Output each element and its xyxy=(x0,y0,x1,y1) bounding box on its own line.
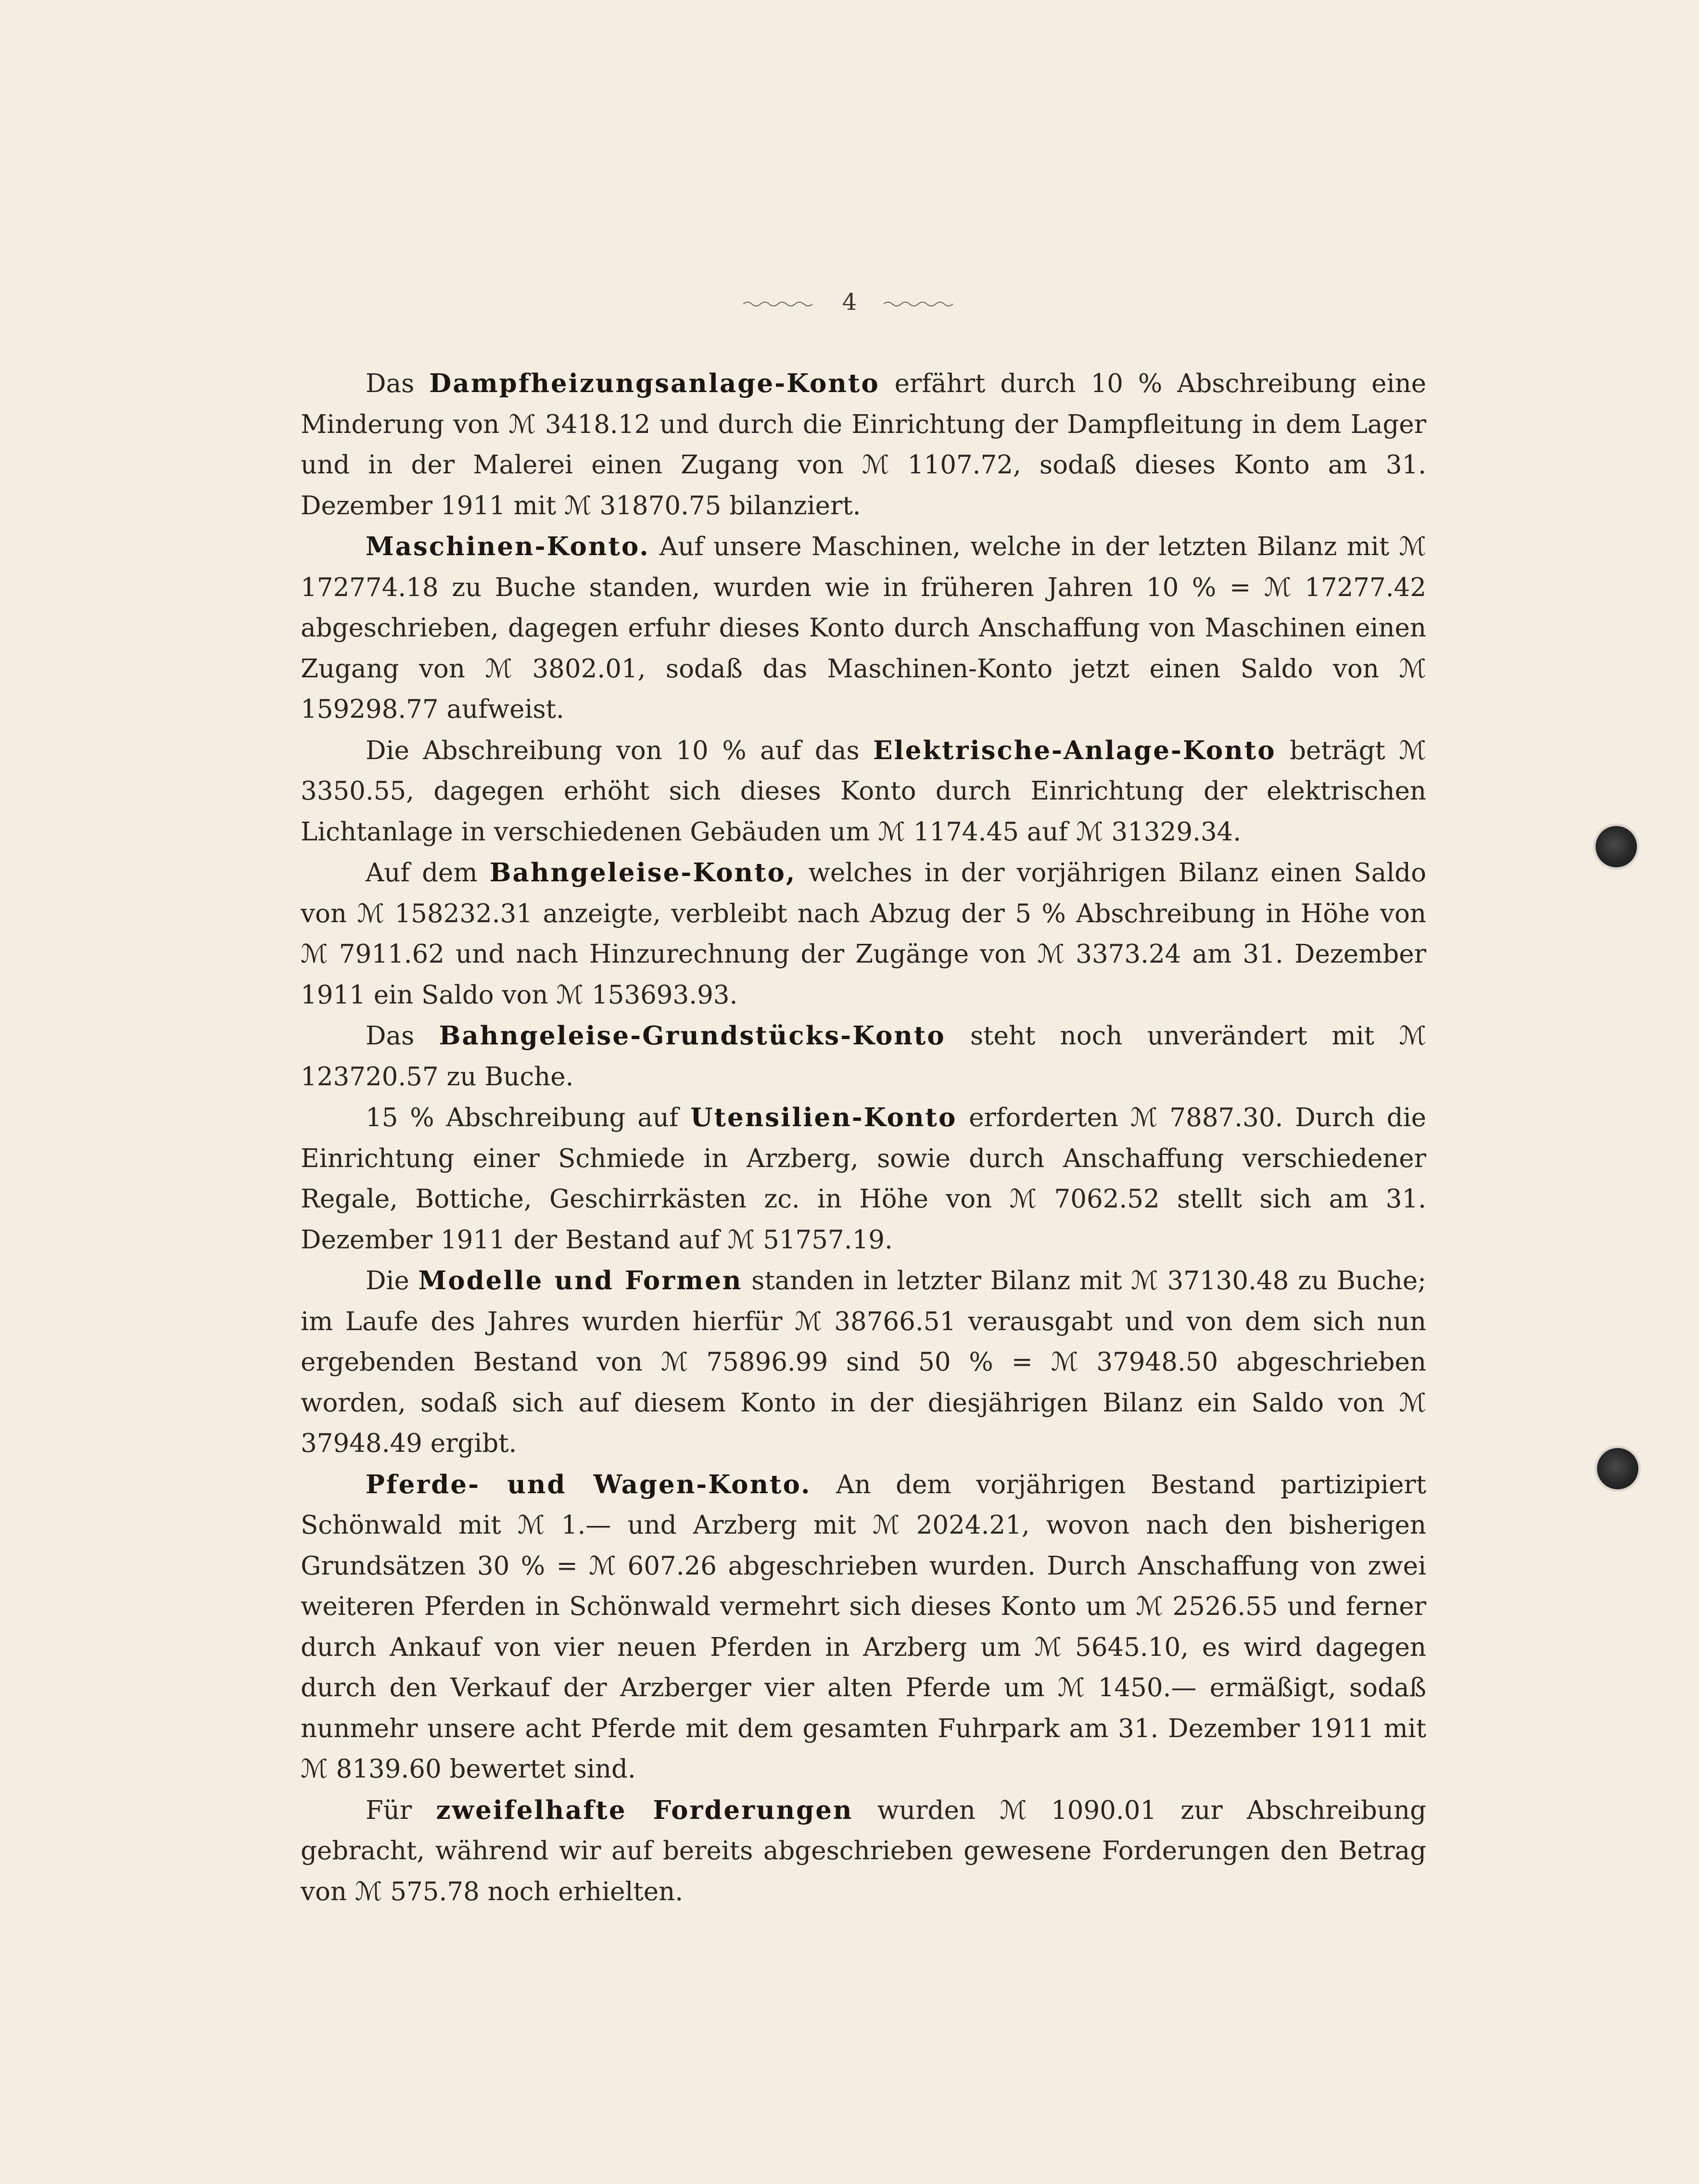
paragraph-text: Für xyxy=(366,1795,436,1825)
paragraph-text: steht noch unverändert mit ℳ 123720.57 zu Buche. xyxy=(301,1021,1426,1092)
account-heading: Dampfheizungsanlage-Konto xyxy=(429,368,880,398)
account-heading: Pferde- und Wagen-Konto. xyxy=(366,1469,811,1499)
paragraph xyxy=(301,363,1426,526)
left-ornament-icon xyxy=(743,299,815,309)
right-ornament-icon xyxy=(884,299,956,309)
punch-hole xyxy=(1597,1448,1638,1489)
body-text xyxy=(301,363,1426,1912)
paragraph-text: wurden ℳ 1090.01 zur Abschreibung gebracht, während wir auf bereits abgeschrieben gewesene Forderungen den Betrag von ℳ 575.78 noch erhielten. xyxy=(301,1795,1426,1906)
account-heading: zweifelhafte Forderungen xyxy=(436,1795,853,1825)
paragraph-text: beträgt ℳ 3350.55, dagegen erhöht sich dieses Konto durch Einrichtung der elektrischen Lichtanlage in verschiedenen Gebäuden um ℳ 1174.45 auf ℳ 31329.34. xyxy=(301,736,1427,847)
punch-hole xyxy=(1596,826,1637,867)
account-heading: Bahngeleise-Konto, xyxy=(489,858,797,888)
account-heading: Modelle und Formen xyxy=(418,1266,743,1295)
paragraph-text: Auf dem xyxy=(366,858,490,888)
paragraph-text: erfährt durch 10 % Abschreibung eine Minderung von ℳ 3418.12 und durch die Einrichtung der Dampfleitung in dem Lager und in der Malerei einen Zugang von ℳ 1107.72, sodaß dieses Konto am 31. Dezember 1911 mit ℳ 31870.75 bilanziert. xyxy=(301,369,1427,521)
paragraph xyxy=(301,730,1426,853)
page-number: 4 xyxy=(842,289,857,316)
paragraph-text: Die Abschreibung von 10 % auf das xyxy=(366,736,874,765)
paragraph-text: erforderten ℳ 7887.30. Durch die Einrichtung einer Schmiede in Arzberg, sowie durch Anschaffung verschiedener Regale, Bottiche, Geschirrkästen zc. in Höhe von ℳ 7062.52 stellt sich am 31. Dezember 1911 der Bestand auf ℳ 51757.19. xyxy=(301,1103,1427,1255)
paragraph xyxy=(301,1260,1426,1464)
paragraph xyxy=(301,1790,1426,1913)
paragraph-text: standen in letzter Bilanz mit ℳ 37130.48 zu Buche; im Laufe des Jahres wurden hierfür ℳ 38766.51 verausgabt und von dem sich nun ergebenden Bestand von ℳ 75896.99 sind 50 % = ℳ 37948.50 abgeschrieben worden, sodaß sich auf diesem Konto in der diesjährigen Bilanz ein Saldo von ℳ 37948.49 ergibt. xyxy=(301,1266,1427,1458)
paragraph-text: Das xyxy=(366,369,430,398)
account-heading: Bahngeleise-Grundstücks-Konto xyxy=(439,1021,946,1051)
paragraph-text: Auf unsere Maschinen, welche in der letzten Bilanz mit ℳ 172774.18 zu Buche standen, wurden wie in früheren Jahren 10 % = ℳ 17277.42 abgeschrieben, dagegen erfuhr dieses Konto durch Anschaffung von Maschinen einen Zugang von ℳ 3802.01, sodaß das Maschinen-Konto jetzt einen Saldo von ℳ 159298.77 aufweist. xyxy=(301,532,1426,724)
page-number-header xyxy=(0,289,1699,316)
account-heading: Maschinen-Konto. xyxy=(366,532,650,561)
paragraph-text: 15 % Abschreibung auf xyxy=(366,1103,691,1132)
paragraph-text: Die xyxy=(366,1266,418,1295)
account-heading: Utensilien-Konto xyxy=(690,1103,957,1132)
account-heading: Elektrische-Anlage-Konto xyxy=(873,735,1276,765)
paragraph xyxy=(301,526,1426,730)
paragraph xyxy=(301,852,1426,1016)
paragraph-text: welches in der vorjährigen Bilanz einen Saldo von ℳ 158232.31 anzeigte, verbleibt nach Abzug der 5 % Abschreibung in Höhe von ℳ 7911.62 und nach Hinzurechnung der Zugänge von ℳ 3373.24 am 31. Dezember 1911 ein Saldo von ℳ 153693.93. xyxy=(301,858,1426,1010)
paragraph-text: Das xyxy=(366,1021,439,1051)
paragraph-text: An dem vorjährigen Bestand partizipiert Schönwald mit ℳ 1.— und Arzberg mit ℳ 2024.21, wovon nach den bisherigen Grundsätzen 30 % = ℳ 607.26 abgeschrieben wurden. Durch Anschaffung von zwei weiteren Pferden in Schönwald vermehrt sich dieses Konto um ℳ 2526.55 und ferner durch Ankauf von vier neuen Pferden in Arzberg um ℳ 5645.10, es wird dagegen durch den Verkauf der Arzberger vier alten Pferde um ℳ 1450.— ermäßigt, sodaß nunmehr unsere acht Pferde mit dem gesamten Fuhrpark am 31. Dezember 1911 mit ℳ 8139.60 bewertet sind. xyxy=(301,1470,1426,1784)
paragraph xyxy=(301,1097,1426,1260)
paragraph xyxy=(301,1016,1426,1097)
paragraph xyxy=(301,1464,1426,1790)
